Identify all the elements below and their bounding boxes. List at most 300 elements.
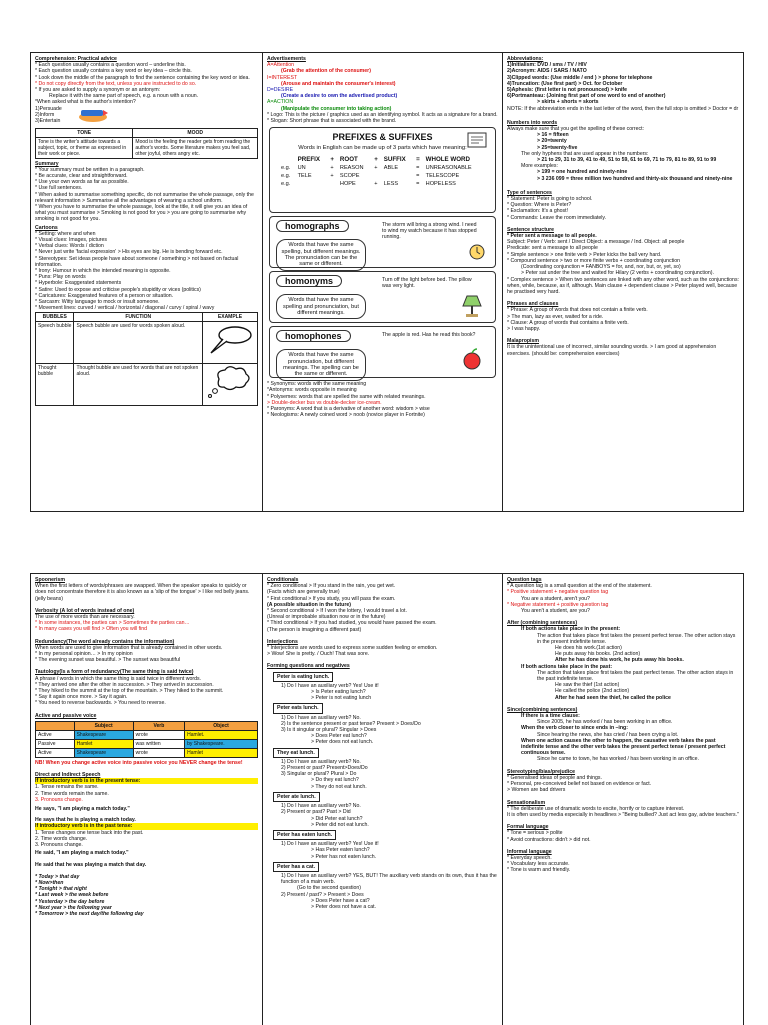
- question-step: 1) Do I have an auxiliary verb? No.: [281, 758, 361, 765]
- prefix-cell: TELESCOPE: [425, 172, 460, 179]
- conditional-line: (The person is imagining a different past): [267, 626, 362, 633]
- time-word: * Now>then: [35, 879, 64, 886]
- redundancy-heading: Redundancy(The word already contains the information): [35, 638, 175, 645]
- verbosity-line: * In some instances, the parties can > Sometimes the parties can…: [35, 620, 190, 627]
- advertisements-heading: Advertisements: [267, 56, 306, 62]
- phrase-line: * Phrase: A group of words that does not contain a finite verb.: [507, 307, 648, 314]
- voice-cell: Shakespeare: [74, 730, 133, 739]
- aida-item: I=INTEREST: [267, 74, 298, 81]
- question-example-box: Peter has eaten lunch.: [273, 830, 336, 840]
- time-word: * Tonight > that night: [35, 886, 87, 893]
- question-step: 1) Do I have an auxiliary verb? No.: [281, 714, 361, 721]
- informal-language-heading: Informal language: [507, 848, 552, 855]
- lamp-illustration-icon: [459, 294, 485, 318]
- comprehension-line: * If you are asked to supply a synonym or an antonym:: [35, 87, 161, 94]
- prefix-cell: ABLE: [383, 164, 399, 171]
- after-line: The action that takes place first takes the past perfect tense. The other action stays in the past indefinite tense.: [537, 669, 734, 683]
- comprehension-line: * Each question usually contains a question word – underline this.: [35, 62, 186, 69]
- conditional-line: * Third conditional > If you had studied, you would have passed the exam.: [267, 620, 437, 627]
- word-type-line: * Neologisms: A newly coined word > noob (novice player in Fortnite): [267, 412, 425, 419]
- numbers-line: The only hyphens that are used appear in the numbers:: [521, 150, 649, 157]
- question-example-box: Peter eats lunch.: [273, 703, 323, 713]
- interjection-line: > Wow! She is pretty. / Ouch! That was sore.: [267, 651, 370, 658]
- comprehension-line: * Do not copy directly from the text, unless you are instructed to do so.: [35, 80, 197, 87]
- cartoon-line: * Hyperbole: Exaggerated statements: [35, 280, 122, 287]
- tag-line: * Negative statement + positive question tag: [507, 601, 609, 608]
- question-example-box: Peter has a cat.: [273, 862, 319, 872]
- stereotyping-heading: Stereotyping/bias/prejudice: [507, 768, 576, 775]
- cartoons-heading: Cartoons: [35, 224, 58, 231]
- prefix-cell: +: [374, 180, 378, 187]
- question-step: > Is Peter eating lunch?: [311, 689, 366, 696]
- time-word: * Tomorrow > the next day/the following day: [35, 910, 144, 917]
- word-type-line: * Paronyms: A word that is a derivative of another word: wisdom > wise: [267, 406, 430, 413]
- aida-item: (Grab the attention of the consumer): [281, 68, 371, 75]
- sentence-type-line: * Statement: Peter is going to school.: [507, 196, 593, 203]
- prefix-cell: UN: [297, 164, 306, 171]
- question-step: > Peter is not eating lunch: [311, 695, 372, 702]
- redundancy-line: When words are used to give information that is already contained in other words.: [35, 644, 223, 651]
- speech-example: He says, "I am playing a match today.": [35, 806, 130, 813]
- aida-item: A=ACTION: [267, 99, 294, 106]
- malapropism-heading: Malapropism: [507, 338, 539, 345]
- page1-column-1: [31, 53, 263, 511]
- voice-header: Object: [185, 721, 258, 730]
- speech-present-highlight: If introductory verb is in the present tense:: [35, 778, 258, 784]
- time-word: * Last week > the week before: [35, 892, 109, 899]
- formal-language-heading: Formal language: [507, 824, 549, 831]
- sentence-type-line: * Exclamation: It's a ghost!: [507, 208, 568, 215]
- questions-heading: Forming questions and negatives: [267, 663, 350, 670]
- bubbles-header: BUBBLES: [36, 312, 74, 321]
- whole-word-label: WHOLE WORD: [425, 155, 470, 163]
- prefix-cell: e.g.: [281, 172, 291, 179]
- malapropism-text: It is the unintentional use of incorrect, similar sounding words. > I am good at apprehension exercises. (should be: comprehension exercises): [507, 344, 717, 357]
- tag-line: You are a student, aren't you?: [521, 595, 590, 602]
- voice-cell: Hamlet: [74, 739, 133, 748]
- informal-line: * Tone is warm and friendly.: [507, 867, 571, 874]
- conditional-line: (Facts which are generally true): [267, 589, 340, 596]
- after-line: After he has done his work, he puts away his books.: [555, 657, 684, 664]
- sentence-type-line: * Question: Where is Peter?: [507, 202, 572, 209]
- since-line: When the verb closer to since ends in –ing:: [521, 725, 628, 732]
- spoonerism-text: When the first letters of words/phrases are swapped. When the speaker speaks to quickly or does not concentrate therefore it is also known as a 'slip of the tongue' > I like red belly jeans. (jelly beans): [35, 583, 250, 602]
- stereotyping-line: * Personal, pre-conceived belief not based on evidence or fact.: [507, 781, 652, 788]
- plus-sign: +: [374, 155, 378, 163]
- prefix-cell: [296, 180, 329, 188]
- homophones-definition: Words that have the same pronunciation, but different meanings. The spelling can be the same or different.: [276, 349, 366, 381]
- aida-item: (Manipulate the consumer into taking action): [281, 105, 392, 112]
- tautology-line: A phrase / words in which the same thing is said twice in different words.: [35, 675, 201, 682]
- speech-heading: Direct and Indirect Speech: [35, 772, 101, 779]
- aida-item: D=DESIRE: [267, 87, 294, 94]
- question-step: 2) Present or past? Present>Does/Do: [281, 765, 368, 772]
- prefix-cell: =: [416, 164, 420, 171]
- prefix-row: [279, 180, 486, 188]
- voice-header: Verb: [133, 721, 184, 730]
- numbers-line: > 25=twenty-five: [537, 144, 578, 151]
- voice-cell: was written: [133, 739, 184, 748]
- pencil-illustration-icon: [77, 106, 109, 124]
- mood-header: MOOD: [133, 128, 258, 137]
- question-step: 3) Is it singular or plural? Singular > Does: [281, 727, 377, 734]
- since-line: When one action causes the other to happen, the causative verb takes the past indefinite tense and the other verb takes the present perfect tense / present perfect continuous tense.: [521, 737, 726, 757]
- homophones-title: homophones: [276, 330, 351, 342]
- summary-line: * Use your own words as far as possible.: [35, 179, 129, 186]
- numbers-line: > 21 to 29, 31 to 39, 41 to 49, 51 to 59, 61 to 69, 71 to 79, 81 to 89, 91 to 99: [537, 157, 717, 164]
- voice-heading: Active and passive voice: [35, 712, 97, 719]
- word-type-line: * Polysemes: words that are spelled the same with related meanings.: [267, 393, 426, 400]
- after-line: He puts away his books. (2nd action): [555, 651, 641, 658]
- worksheet-page-1: [30, 52, 744, 512]
- question-step: > Peter did not eat lunch.: [311, 821, 369, 828]
- speech-bubble-function: Speech bubble are used for words spoken aloud.: [74, 321, 203, 363]
- cartoon-line: * Irony: Humour in which the intended meaning is opposite.: [35, 268, 171, 275]
- formal-line: * Avoid contractions: didn't > did not.: [507, 836, 591, 843]
- since-line: Since 2005, he has worked / has been working in an office.: [537, 719, 673, 726]
- speech-rule: 1. Tense changes one tense back into the past.: [35, 829, 144, 836]
- worksheet-page-2: [30, 573, 744, 1025]
- question-step: > Does Peter eat lunch?: [311, 733, 367, 740]
- since-heading: Since(combining sentences): [507, 706, 578, 713]
- homographs-card: [269, 216, 496, 268]
- after-line: He called the police (2nd action): [555, 688, 630, 695]
- question-step: > Peter does not eat lunch.: [311, 739, 374, 746]
- aida-item: (Arouse and maintain the consumer's interest): [281, 80, 396, 87]
- question-step: 1) Do I have an auxiliary verb? Yes! Use it!: [281, 841, 379, 848]
- homonyms-definition: Words that have the same spelling and pronunciation, but different meanings.: [276, 294, 366, 319]
- redundancy-line: * The evening sunset was beautiful. > The sunset was beautiful: [35, 657, 181, 664]
- question-step: > Did Peter eat lunch?: [311, 815, 363, 822]
- cartoon-line: * Movement lines: curved / vertical / horizontal / diagonal / curvy / spiral / wavy: [35, 305, 215, 312]
- tautology-line: * They hiked to the summit at the top of the mountain. > They hiked to the summit.: [35, 688, 224, 695]
- cartoon-line: * Verbal clues: Words / diction: [35, 243, 104, 250]
- sentence-type-line: * Commands: Leave the room immediately.: [507, 214, 607, 221]
- apple-illustration-icon: [459, 347, 485, 371]
- tautology-line: * They arrived one after the other in succession. > They arrived in succession.: [35, 681, 214, 688]
- homonyms-title: homonyms: [276, 275, 342, 287]
- voice-cell: Active: [36, 730, 75, 739]
- sensationalism-line: * The deliberate use of dramatic words to excite, horrify or to capture interest.: [507, 805, 685, 812]
- conditional-line: (A possible situation in the future): [267, 601, 351, 608]
- prefix-cell: UNREASONABLE: [425, 164, 472, 171]
- numbers-line: > 3 236 099 = three million two hundred and thirty-six thousand and ninety-nine: [537, 175, 733, 182]
- cartoon-line: * Setting: where and when: [35, 230, 96, 237]
- after-line: After he had seen the thief, he called the police: [555, 694, 671, 701]
- speech-bubble-icon: [205, 323, 255, 357]
- example-header: EXAMPLE: [202, 312, 257, 321]
- interjections-heading: Interjections: [267, 638, 298, 645]
- homographs-example: The storm will bring a strong wind. I need to wind my watch because it has stopped running.: [382, 222, 477, 241]
- after-line: The action that takes place first takes the present perfect tense. The other action stays in the present indefinite tense.: [537, 632, 736, 645]
- speech-rule: 2. Time words remain the same.: [35, 790, 109, 797]
- structure-line: (Coordinating conjunction = FANBOYS = for, and, nor, but, or, yet, so): [521, 264, 681, 271]
- prefix-cell: =: [416, 172, 420, 179]
- tautology-line: * Say it again once more. > Say it again.: [35, 694, 128, 701]
- interjection-line: * Interjections are words used to express some sudden feeling or emotion.: [267, 645, 438, 652]
- numbers-line: > 16 = fifteen: [537, 132, 569, 139]
- sensationalism-line: It is often used by media especially in headlines > "Being bullied? Just act less gay, advise teachers.": [507, 811, 739, 818]
- voice-row: [36, 739, 258, 748]
- voice-cell: Hamlet: [185, 748, 258, 757]
- page1-column-3: [503, 53, 743, 511]
- tone-mood-table: [35, 128, 258, 159]
- voice-row: [36, 748, 258, 757]
- prefix-cell: REASON: [339, 164, 364, 171]
- phrase-line: > The man, lazy as ever, waited for a ride.: [507, 313, 604, 320]
- informal-line: * Vocabulary less accurate.: [507, 861, 570, 868]
- after-line: If both actions take place in the present:: [521, 626, 621, 633]
- abbreviation-line: 5)Aphesis: (first letter is not pronounced) > knife: [507, 87, 628, 94]
- speech-rule: 3. Pronouns change.: [35, 796, 83, 803]
- cartoon-line: * Satire: Used to expose and criticise people's stupidity or vices (politics): [35, 286, 201, 293]
- verbosity-line: * In many cases you will find > Often you will find: [35, 626, 148, 633]
- cartoon-line: * Visual clues: Images, pictures: [35, 237, 107, 244]
- prefix-cell: [372, 172, 381, 180]
- cartoon-line: * Never just write 'facial expression' > His eyes are big. He is bending forward etc.: [35, 249, 223, 256]
- abbreviation-note: NOTE: If the abbreviation ends in the last letter of the word, then the full stop is omitted > Doctor = dr: [507, 105, 739, 112]
- stereotyping-line: * Generalised ideas of people and things.: [507, 774, 602, 781]
- voice-cell: Shakespeare: [74, 748, 133, 757]
- prefix-cell: TELE: [297, 172, 312, 179]
- comprehension-line: * Look down the middle of the paragraph to find the sentence containing the key word or idea.: [35, 74, 250, 81]
- structure-line: Predicate: sent a message to all people: [507, 245, 598, 252]
- cartoon-line: * Puns: Play on words: [35, 274, 86, 281]
- numbers-line: > 20=twenty: [537, 138, 567, 145]
- after-line: He does his work.(1st action): [555, 645, 622, 652]
- homographs-title: homographs: [276, 220, 349, 232]
- thought-bubble-function: Thought bubble are used for words that are not spoken aloud.: [74, 363, 203, 405]
- notepad-icon: [467, 131, 489, 149]
- voice-header: [36, 721, 75, 730]
- prefixes-title: PREFIXES & SUFFIXES: [332, 132, 433, 143]
- prefix-cell: HOPELESS: [425, 180, 456, 187]
- voice-cell: Hamlet.: [185, 730, 258, 739]
- since-line: Since hearing the news, she has cried / has been crying a lot.: [537, 731, 679, 738]
- prefix-row: [279, 164, 486, 172]
- tag-line: * A question tag is a small question at the end of the statement.: [507, 583, 652, 590]
- verbosity-line: The use of more words than are necessary.: [35, 614, 135, 621]
- conditional-line: * First conditional > If you study, you will pass the exam.: [267, 595, 396, 602]
- abbreviation-line: 4)Truncation: (Use first part) > Oct. for October: [507, 80, 623, 87]
- abbreviations-heading: Abbreviations:: [507, 56, 544, 62]
- after-line: If both actions take place in the past:: [521, 663, 613, 670]
- homographs-definition: Words that have the same spelling, but different meanings. The pronunciation can be the same or different.: [276, 239, 366, 271]
- prefix-cell: e.g.: [281, 164, 291, 171]
- tone-header: TONE: [36, 128, 133, 137]
- tautology-line: * You need to reverse backwards. > You need to reverse.: [35, 700, 166, 707]
- formal-line: * Tone = serious > polite: [507, 830, 563, 837]
- question-step: 1) Do I have an auxiliary verb? YES, BUT! The auxiliary verb stands on its own, thus it has the function of a main verb.: [281, 872, 497, 886]
- numbers-heading: Numbers into words: [507, 119, 558, 126]
- structure-line: Subject: Peter / Verb: sent / Direct Object: a message / Ind. Object: all people: [507, 239, 685, 246]
- question-example-box: They eat lunch.: [273, 748, 319, 758]
- structure-line: > Peter sat under the tree and waited for Hilary (2 verbs + coordinating conjunction).: [521, 270, 714, 277]
- prefix-cell: HOPE: [339, 180, 356, 187]
- plus-sign: +: [330, 155, 335, 163]
- thought-bubble-icon: [205, 365, 255, 399]
- page2-column-1: [31, 574, 263, 1025]
- summary-heading: Summary: [35, 160, 59, 167]
- time-word: * Next year > the following year: [35, 904, 112, 911]
- page1-column-2: [263, 53, 503, 511]
- prefix-cell: =: [416, 180, 420, 187]
- voice-cell: by Shakespeare.: [185, 739, 258, 748]
- informal-line: * Everyday speech.: [507, 854, 552, 861]
- tautology-heading: Tautology(Is a form of redundancy(The same thing is said twice): [35, 669, 194, 676]
- comprehension-heading: Comprehension: Practical advice: [35, 56, 117, 62]
- spoonerism-heading: Spoonerism: [35, 577, 65, 583]
- speech-bubble-name: Speech bubble: [36, 321, 74, 363]
- root-label: ROOT: [339, 155, 358, 163]
- homonyms-card: [269, 271, 496, 323]
- question-step: > Peter does not have a cat.: [311, 903, 377, 910]
- thought-bubble-name: Thought bubble: [36, 363, 74, 405]
- question-step: > Does Peter have a cat?: [311, 897, 370, 904]
- question-step: 2) Present / past? > Present > Does: [281, 891, 364, 898]
- phrases-clauses-heading: Phrases and clauses: [507, 301, 559, 308]
- conditional-line: * Second conditional > If I won the lottery, I would travel a lot.: [267, 608, 407, 615]
- speech-rule: 2. Time words change.: [35, 835, 88, 842]
- prefix-cell: +: [330, 164, 334, 171]
- homophones-example: The apple is red. Has he read this book?: [382, 332, 476, 339]
- time-word: * Today > that day: [35, 873, 80, 880]
- word-type-line: > Double-decker bus vs double-decker ice-cream.: [267, 399, 382, 406]
- phrase-line: * Clause: A group of words that contains a finite verb.: [507, 319, 629, 326]
- thought-bubble-example: [202, 363, 257, 405]
- equals-sign: =: [416, 155, 420, 163]
- summary-line: * Be accurate, clear and straightforward.: [35, 173, 128, 180]
- prefix-cell: SCOPE: [339, 172, 360, 179]
- question-step: 2) Is the sentence present or past tense? Present > Does/Do: [281, 720, 421, 727]
- abbreviation-line: 2)Acronym: AIDS / SARS / NATO: [507, 68, 587, 75]
- question-step: 1) Do I have an auxiliary verb? Yes! Use it!: [281, 682, 379, 689]
- tone-definition: Tone is the writer's attitude towards a subject, topic, or theme as expressed in their work or piece.: [36, 137, 133, 158]
- homophones-card: [269, 326, 496, 378]
- prefix-label: PREFIX: [297, 155, 320, 163]
- word-type-line: * Synonyms: words with the same meaning: [267, 381, 367, 388]
- prefix-cell: LESS: [383, 180, 399, 187]
- structure-line: * Compound sentence > two or more finite verbs + coordinating conjunction: [507, 257, 681, 264]
- watch-illustration-icon: [465, 243, 489, 261]
- prefix-cell: +: [374, 164, 378, 171]
- question-step: (Go to the second question): [297, 885, 362, 892]
- question-step: > They do not eat lunch.: [311, 783, 367, 790]
- prefixes-suffixes-card: [269, 127, 496, 213]
- abbreviation-line: > skirts + shorts = skorts: [537, 99, 599, 106]
- suffix-label: SUFFIX: [383, 155, 406, 163]
- structure-line: * Complex sentence > When two sentences are linked with any other word, such as the conjunctions: when, while, because, as if, although. Main clause + dependent clause > Peter played well, because he practised very hard.: [507, 276, 739, 295]
- phrase-line: > I was happy.: [507, 325, 541, 332]
- comprehension-line: Replace it with the same part of speech, e.g. a noun with a noun.: [49, 93, 199, 100]
- abbreviation-line: 3)Clipped words: (Use middle / end ) > phone for telephone: [507, 74, 653, 81]
- numbers-line: > 199 = one hundred and ninety-nine: [537, 169, 628, 176]
- structure-line: * Simple sentence > one finite verb > Peter kicks the ball very hard.: [507, 251, 662, 258]
- sensationalism-heading: Sensationalism: [507, 799, 546, 806]
- structure-line: * Peter sent a message to all people.: [507, 233, 597, 240]
- since-line: Since he came to town, he has worked / has been working in an office.: [537, 756, 699, 763]
- page2-column-2: [263, 574, 503, 1025]
- voice-note: NB! When you change active voice into passive voice you NEVER change the tense!: [35, 759, 243, 766]
- question-tags-heading: Question tags: [507, 577, 542, 583]
- question-step: 3) Singular or plural? Plural > Do: [281, 771, 357, 778]
- numbers-line: Always make sure that you get the spelling of these correct:: [507, 126, 644, 133]
- summary-line: * Your summary must be written in a paragraph.: [35, 166, 145, 173]
- summary-line: * When you have to summarise the whole passage, look at the title, it will give you an idea of what you must summarise > Smoking is not good for you > you are going to summarise why smoking is not good for you.: [35, 204, 248, 223]
- speech-past-highlight: If introductory verb is in the past tense:: [35, 823, 258, 829]
- voice-cell: wrote: [133, 748, 184, 757]
- conditional-line: * Zero conditional > If you stand in the rain, you get wet.: [267, 583, 396, 590]
- logo-definition: * Logo: This is the picture / graphics used as an identifying symbol. It acts as a signature for a brand.: [267, 111, 498, 118]
- comprehension-line: *When asked what is the author's intention?: [35, 99, 136, 106]
- question-step: 1) Do I have an auxiliary verb? No.: [281, 803, 361, 810]
- prefix-cell: +: [330, 172, 334, 179]
- question-step: > Do they eat lunch?: [311, 777, 359, 784]
- stereotyping-line: > Women are bad drivers: [507, 787, 566, 794]
- bubbles-table: [35, 312, 258, 406]
- question-step: > Peter has not eaten lunch.: [311, 853, 377, 860]
- voice-cell: wrote: [133, 730, 184, 739]
- mood-definition: Mood is the feeling the reader gets from reading the author's words. Some literature makes you feel sad, other joyful, others angry etc.: [133, 137, 258, 158]
- tag-line: You aren't a student, are you?: [521, 608, 590, 615]
- tag-line: * Positive statement + negative question tag: [507, 589, 609, 596]
- cartoon-line: * Stereotypes: Set ideas people have about someone / something > not based on factual information.: [35, 255, 239, 268]
- speech-bubble-example: [202, 321, 257, 363]
- abbreviation-line: 1)Initialism: DVD / sms / TV / HIV: [507, 62, 587, 69]
- prefix-row: [279, 172, 486, 180]
- conditional-line: (Unreal or improbable situation now or in the future): [267, 614, 386, 621]
- question-step: > Has Peter eaten lunch?: [311, 847, 370, 854]
- sentence-structure-heading: Sentence structure: [507, 226, 554, 233]
- aida-item: A=Attention: [267, 62, 294, 69]
- after-heading: After (combining sentences): [507, 620, 578, 627]
- intention-item: 1)Persuade: [35, 105, 62, 112]
- speech-rule: 3. Pronouns change.: [35, 842, 83, 849]
- function-header: FUNCTION: [74, 312, 203, 321]
- cartoon-line: * Caricatures: Exaggerated features of a person or situation.: [35, 292, 174, 299]
- summary-line: * Use full sentences.: [35, 185, 83, 192]
- summary-line: * When asked to summarise something specific, do not summarise the whole passage, only the relevant information > Summarise all the advantages of wearing a school uniform.: [35, 191, 254, 204]
- prefix-cell: [382, 172, 414, 180]
- numbers-line: More examples:: [521, 163, 558, 170]
- voice-cell: Active: [36, 748, 75, 757]
- word-type-line: *Antonyms: words opposite in meaning: [267, 387, 357, 394]
- voice-table: [35, 721, 258, 758]
- comprehension-line: * Each question usually contains a key word or key idea – circle this.: [35, 68, 192, 75]
- voice-cell: Passive: [36, 739, 75, 748]
- aida-item: (Create a desire to own the advertised product): [281, 93, 398, 100]
- since-line: If there is a time clause:: [521, 713, 580, 720]
- time-word: * Yesterday > the day before: [35, 898, 105, 905]
- speech-example: He says that he is playing a match today.: [35, 817, 136, 824]
- homonyms-example: Turn off the light before bed. The pillow was very light.: [382, 277, 472, 290]
- prefixes-subtitle: Words in English can be made up of 3 parts which have meaning:: [298, 145, 467, 152]
- voice-header: Subject: [74, 721, 133, 730]
- redundancy-line: * In my personal opinion… > In my opinion: [35, 651, 133, 658]
- abbreviation-line: 6)Portmanteau: (Joining first part of one word to end of another): [507, 93, 666, 100]
- prefix-cell: e.g.: [281, 180, 291, 187]
- question-step: 2) Present or past? Past > Did: [281, 809, 351, 816]
- slogan-definition: * Slogan: Short phrase that is associated with the brand.: [267, 118, 397, 125]
- speech-example: He said that he was playing a match that day.: [35, 861, 147, 868]
- speech-example: He said, "I am playing a match today.": [35, 850, 129, 857]
- page2-column-3: [503, 574, 743, 1025]
- speech-rule: 1. Tense remains the same.: [35, 784, 99, 791]
- voice-row: [36, 730, 258, 739]
- prefix-table: [279, 156, 486, 188]
- conditionals-heading: Conditionals: [267, 577, 299, 583]
- prefix-cell: [328, 180, 337, 188]
